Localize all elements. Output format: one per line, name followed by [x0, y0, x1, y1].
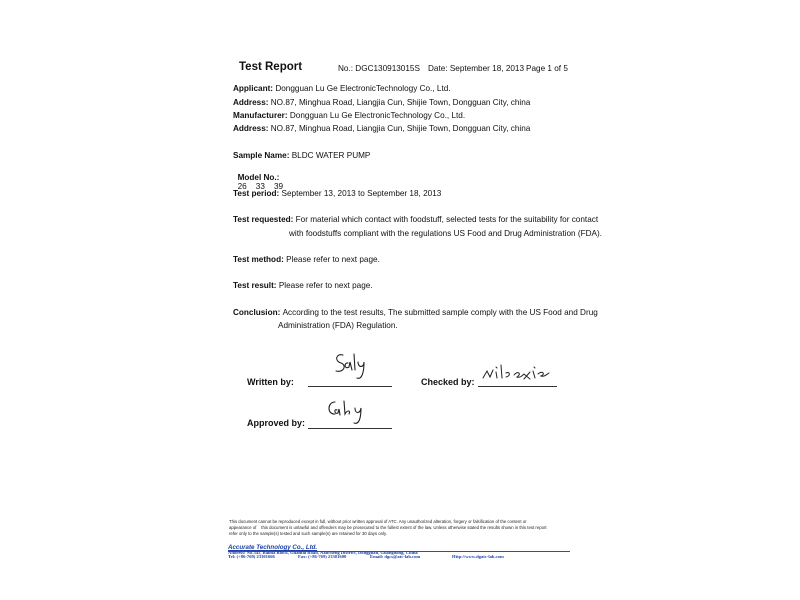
manufacturer-address-label: Address:: [233, 124, 271, 133]
test-requested-line2: with foodstuffs compliant with the regulations US Food and Drug Administration (FDA).: [289, 229, 602, 238]
report-title: Test Report: [239, 61, 303, 73]
written-by-signature: [330, 350, 370, 386]
model-no-row: [233, 164, 283, 191]
conclusion-row: [233, 308, 598, 317]
sample-name-label: Sample Name:: [233, 151, 292, 160]
manufacturer-label: Manufacturer:: [233, 111, 290, 120]
disclaimer-line3: refer only to the sample(s) tested and such sample(s) are retained for 30 days only.: [229, 531, 388, 536]
conclusion-label: Conclusion:: [233, 308, 283, 317]
model-no-label: Model No.:: [237, 173, 282, 182]
test-period-value: September 13, 2013 to September 18, 2013: [281, 189, 442, 198]
written-by-label: Written by:: [247, 377, 294, 387]
applicant-label: Applicant:: [233, 84, 276, 93]
test-method-value: Please refer to next page.: [286, 255, 380, 264]
test-method-row: [233, 255, 380, 264]
report-date: Date: September 18, 2013: [428, 64, 525, 73]
test-requested-row: [233, 215, 598, 224]
written-by-line: [308, 386, 392, 387]
company-address: Address: No.345, Baima Block, Guantai Road, Nancheng District, Dongguan, Guangdong, China: [228, 550, 418, 555]
conclusion-line1: According to the test results, The submitted sample comply with the US Food and Drug: [282, 308, 598, 317]
manufacturer-row: [233, 111, 465, 120]
company-email: Email: dgcs@atc-lab.com: [370, 554, 421, 559]
model-no-value: 26 33 39: [237, 182, 284, 191]
page-indicator: Page 1 of 5: [526, 64, 568, 73]
disclaimer-line2: appearance of this document is unlawful and offenders may be prosecuted to the fullest extent of the law. Unless otherwise stated the results shown in this test report: [229, 525, 547, 530]
checked-by-label: Checked by:: [421, 377, 475, 387]
company-fax: Fax: (+86-769) 23301600: [298, 554, 347, 559]
approved-by-signature: [325, 398, 375, 428]
disclaimer-line1: This document cannot be reproduced except in full, without prior written approval of ATC. Any unauthorized alteration, forgery or falsification of the content or: [229, 519, 527, 524]
test-requested-line1: For material which contact with foodstuff, selected tests for the suitability for contact: [295, 215, 599, 224]
test-result-label: Test result:: [233, 281, 279, 290]
test-result-row: [233, 281, 373, 290]
test-period-row: [233, 189, 441, 198]
test-requested-label: Test requested:: [233, 215, 296, 224]
report-number: No.: DGC130913015S: [338, 64, 420, 73]
approved-by-label: Approved by:: [247, 418, 306, 428]
test-result-value: Please refer to next page.: [278, 281, 373, 290]
applicant-value: Dongguan Lu Ge ElectronicTechnology Co., Ltd.: [275, 84, 451, 93]
applicant-address-row: [233, 98, 530, 107]
sample-name-row: [233, 151, 370, 160]
applicant-address-label: Address:: [233, 98, 271, 107]
company-name: Accurate Technology Co., Ltd.: [228, 544, 318, 551]
checked-by-signature: [481, 362, 555, 386]
approved-by-line: [308, 428, 392, 429]
checked-by-line: [478, 386, 557, 387]
manufacturer-address-value: NO.87, Minghua Road, Liangjia Cun, Shijie Town, Dongguan City, china: [270, 124, 531, 133]
sample-name-value: BLDC WATER PUMP: [291, 151, 371, 160]
applicant-address-value: NO.87, Minghua Road, Liangjia Cun, Shijie Town, Dongguan City, china: [270, 98, 531, 107]
applicant-row: [233, 84, 451, 93]
company-tel: Tel: (+86-769) 23301666: [228, 554, 275, 559]
company-website: Http://www.dgatc-lab.com: [452, 554, 504, 559]
test-method-label: Test method:: [233, 255, 287, 264]
conclusion-line2: Administration (FDA) Regulation.: [278, 321, 398, 330]
test-period-label: Test period:: [233, 189, 282, 198]
manufacturer-value: Dongguan Lu Ge ElectronicTechnology Co., Ltd.: [289, 111, 466, 120]
manufacturer-address-row: [233, 124, 530, 133]
